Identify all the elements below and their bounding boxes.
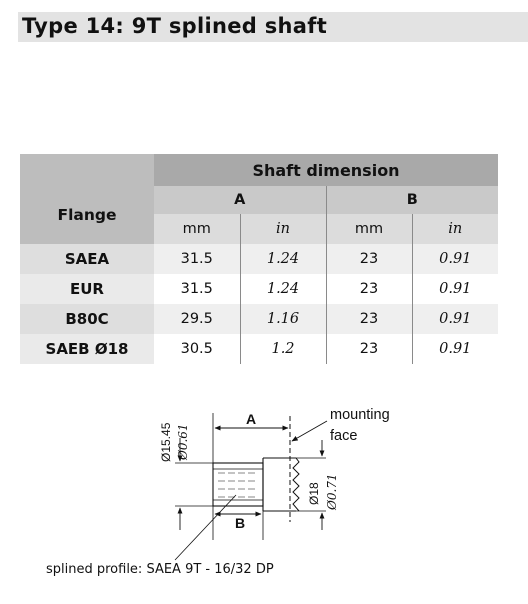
- b-in-cell: 0.91: [412, 274, 498, 304]
- face-label: face: [330, 428, 358, 444]
- flange-cell: EUR: [20, 274, 154, 304]
- unit-a-mm: mm: [154, 214, 240, 244]
- b-mm-cell: 23: [326, 304, 412, 334]
- table-heading: Shaft dimension: [154, 154, 498, 186]
- b-mm-cell: 23: [326, 334, 412, 364]
- spline-section: [213, 463, 263, 506]
- a-mm-cell: 31.5: [154, 274, 240, 304]
- shaft-section: [263, 458, 296, 511]
- a-mm-cell: 30.5: [154, 334, 240, 364]
- group-b-header: B: [326, 186, 498, 214]
- b-mm-cell: 23: [326, 274, 412, 304]
- dim-a-label: A: [245, 411, 257, 427]
- a-in-cell: 1.24: [240, 244, 326, 274]
- b-in-cell: 0.91: [412, 244, 498, 274]
- b-mm-cell: 23: [326, 244, 412, 274]
- dim-b-label: B: [234, 515, 246, 531]
- a-mm-cell: 29.5: [154, 304, 240, 334]
- outer-diameter-mm: Ø15.45: [159, 422, 173, 462]
- mounting-label: mounting: [330, 407, 390, 423]
- flange-cell: SAEB Ø18: [20, 334, 154, 364]
- a-mm-cell: 31.5: [154, 244, 240, 274]
- spline-profile-caption: splined profile: SAEA 9T - 16/32 DP: [46, 562, 274, 577]
- group-a-header: A: [154, 186, 326, 214]
- b-in-cell: 0.91: [412, 334, 498, 364]
- shaft-diameter-in: Ø0.71: [325, 473, 339, 510]
- unit-b-mm: mm: [326, 214, 412, 244]
- shaft-diameter-mm: Ø18: [307, 482, 321, 505]
- unit-a-in: in: [240, 214, 326, 244]
- a-in-cell: 1.24: [240, 274, 326, 304]
- b-in-cell: 0.91: [412, 304, 498, 334]
- outer-diameter-in: Ø0.61: [176, 423, 190, 460]
- page-title: Type 14: 9T splined shaft: [22, 14, 328, 38]
- flange-cell: SAEA: [20, 244, 154, 274]
- a-in-cell: 1.16: [240, 304, 326, 334]
- unit-b-in: in: [412, 214, 498, 244]
- flange-cell: B80C: [20, 304, 154, 334]
- flange-header: Flange: [20, 186, 154, 244]
- a-in-cell: 1.2: [240, 334, 326, 364]
